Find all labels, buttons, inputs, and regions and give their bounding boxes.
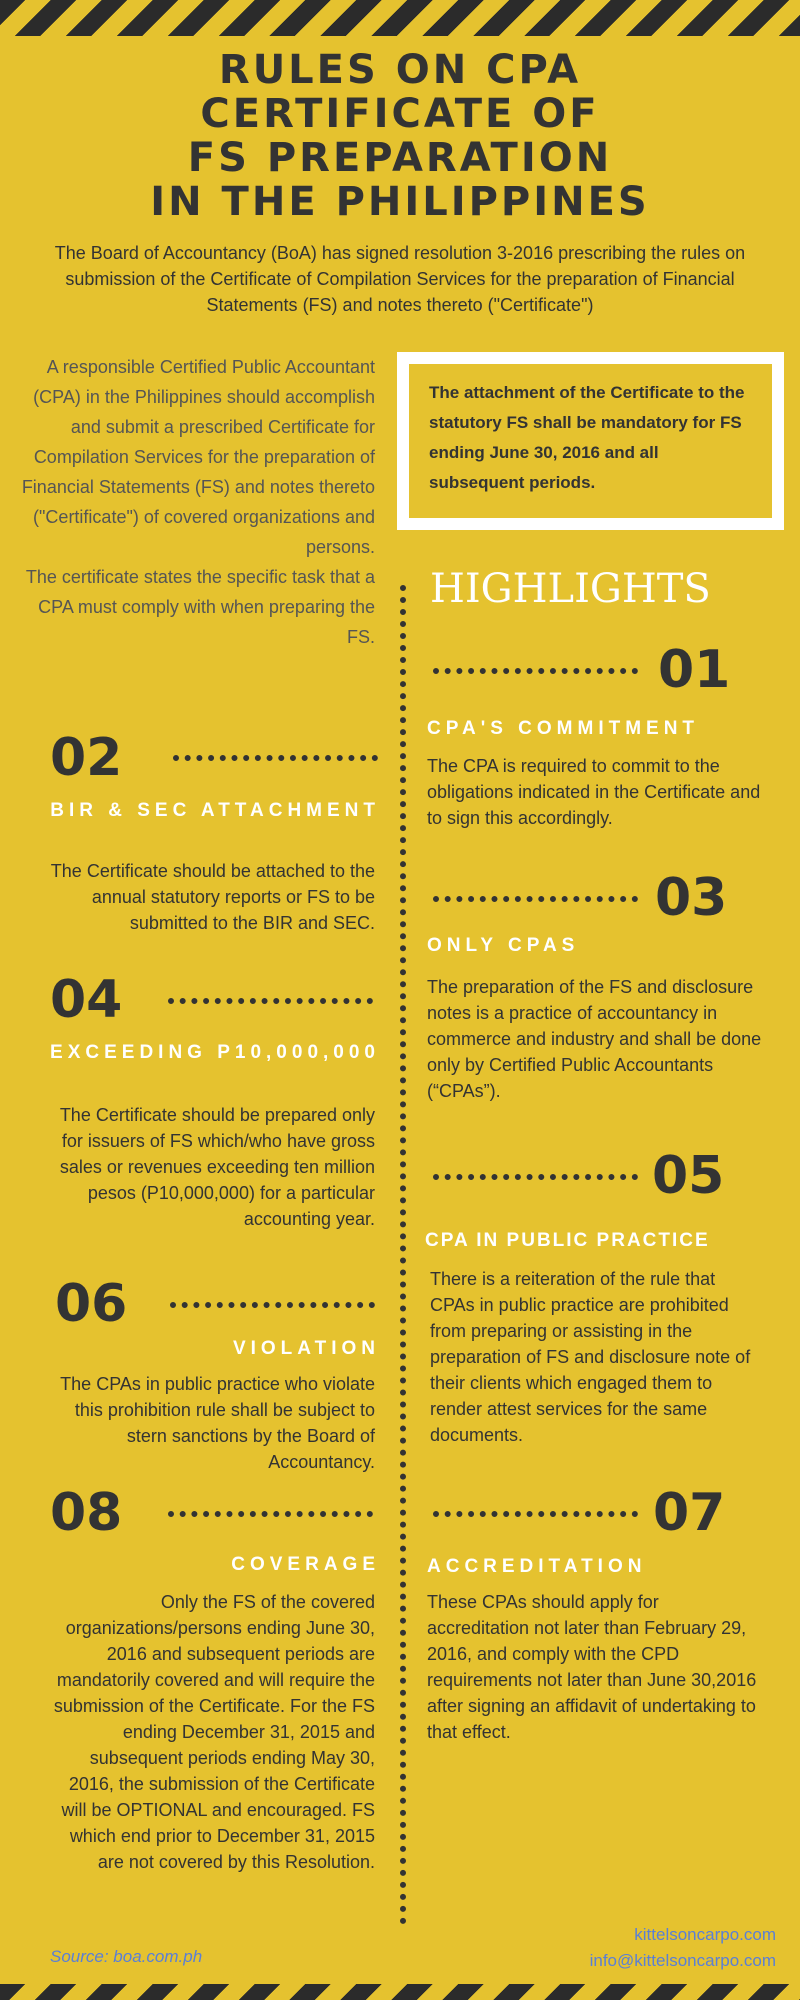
website-link[interactable]: kittelsoncarpo.com [634, 1925, 776, 1944]
contact-info [590, 1922, 776, 1974]
heading-coverage: COVERAGE [231, 1554, 380, 1575]
body-violation: The CPAs in public practice who violate this prohibition rule shall be subject to stern sanctions by the Board of Accountancy. [60, 1374, 375, 1472]
heading-bir-sec-attachment: BIR & SEC ATTACHMENT [50, 800, 380, 821]
center-divider [400, 585, 406, 1925]
dots-05 [433, 1174, 638, 1180]
body-coverage: Only the FS of the covered organizations/persons ending June 30, 2016 and subsequent periods are mandatorily covered and will require the submission of the Certificate. For the FS ending December 31, 2015 and subsequent periods ending May 30, 2016, the submission of the Certificate will be OPTIONAL and encouraged. FS which end prior to December 31, 2015 are not covered by this Resolution. [53, 1592, 375, 1872]
number-06: 06 [55, 1274, 128, 1334]
intro-text: The Board of Accountancy (BoA) has signed resolution 3-2016 prescribing the rules on submission of the Certificate of Compilation Services for the preparation of Financial Statements (FS) and notes thereto ("Certificate") [54, 243, 746, 315]
number-04: 04 [50, 970, 123, 1030]
left-description-p1: A responsible Certified Public Accountant (CPA) in the Philippines should accomplish and submit a prescribed Certificate for Compilation Services for the preparation of Financial Statements (FS) and notes thereto ("Certificate") of covered organizations and persons. [21, 357, 375, 557]
heading-violation: VIOLATION [232, 1338, 380, 1359]
callout-box [397, 352, 784, 530]
number-01: 01 [658, 640, 731, 700]
dots-01 [433, 668, 638, 674]
number-05: 05 [652, 1146, 725, 1206]
hazard-stripe-bottom [0, 1984, 800, 2000]
hazard-stripe-top [0, 0, 800, 36]
body-accreditation: These CPAs should apply for accreditation not later than February 29, 2016, and comply with the CPD requirements not later than June 30,2016 after signing an affidavit of undertaking to that effect. [427, 1592, 757, 1742]
number-02: 02 [50, 728, 123, 788]
source-credit: Source: boa.com.ph [50, 1947, 203, 1966]
body-cpas-commitment: The CPA is required to commit to the obligations indicated in the Certificate and to sign this accordingly. [427, 756, 761, 828]
body-cpa-public-practice: There is a reiteration of the rule that CPAs in public practice are prohibited from preparing or assisting in the preparation of FS and disclosure note of their clients which engaged them to render attest services for the same documents. [430, 1269, 751, 1445]
heading-accreditation: ACCREDITATION [427, 1556, 647, 1577]
body-only-cpas: The preparation of the FS and disclosure notes is a practice of accountancy in commerce and industry and shall be done only by Certified Public Accountants (“CPAs”). [427, 977, 762, 1101]
dots-08 [168, 1511, 373, 1517]
page-title [0, 48, 800, 224]
left-description [20, 352, 375, 652]
body-bir-sec-attachment: The Certificate should be attached to the annual statutory reports or FS to be submitted to the BIR and SEC. [50, 861, 375, 933]
dots-04 [168, 998, 373, 1004]
number-07: 07 [653, 1483, 726, 1543]
email-link[interactable]: info@kittelsoncarpo.com [589, 1951, 776, 1970]
title-line-3: FS PREPARATION [187, 135, 613, 181]
body-exceeding: The Certificate should be prepared only for issuers of FS which/who have gross sales or revenues exceeding ten million pesos (P10,000,000) for a particular accounting year. [59, 1105, 375, 1229]
dots-06 [170, 1302, 375, 1308]
heading-exceeding: EXCEEDING P10,000,000 [50, 1042, 380, 1063]
title-line-1: RULES ON CPA [218, 47, 582, 93]
heading-cpa-public-practice: CPA IN PUBLIC PRACTICE [425, 1230, 710, 1251]
left-description-p2: The certificate states the specific task that a CPA must comply with when preparing the FS. [25, 567, 375, 647]
dots-02 [173, 755, 378, 761]
number-03: 03 [655, 868, 728, 928]
callout-text: The attachment of the Certificate to the statutory FS shall be mandatory for FS ending June 30, 2016 and all subsequent periods. [409, 364, 772, 518]
dots-03 [433, 896, 638, 902]
number-08: 08 [50, 1483, 123, 1543]
dots-07 [433, 1511, 638, 1517]
highlights-heading: HIGHLIGHTS [430, 566, 711, 612]
title-line-4: IN THE PHILIPPINES [150, 179, 650, 225]
heading-only-cpas: ONLY CPAS [427, 935, 580, 956]
heading-cpas-commitment: CPA'S COMMITMENT [427, 718, 700, 739]
title-line-2: CERTIFICATE OF [200, 91, 600, 137]
